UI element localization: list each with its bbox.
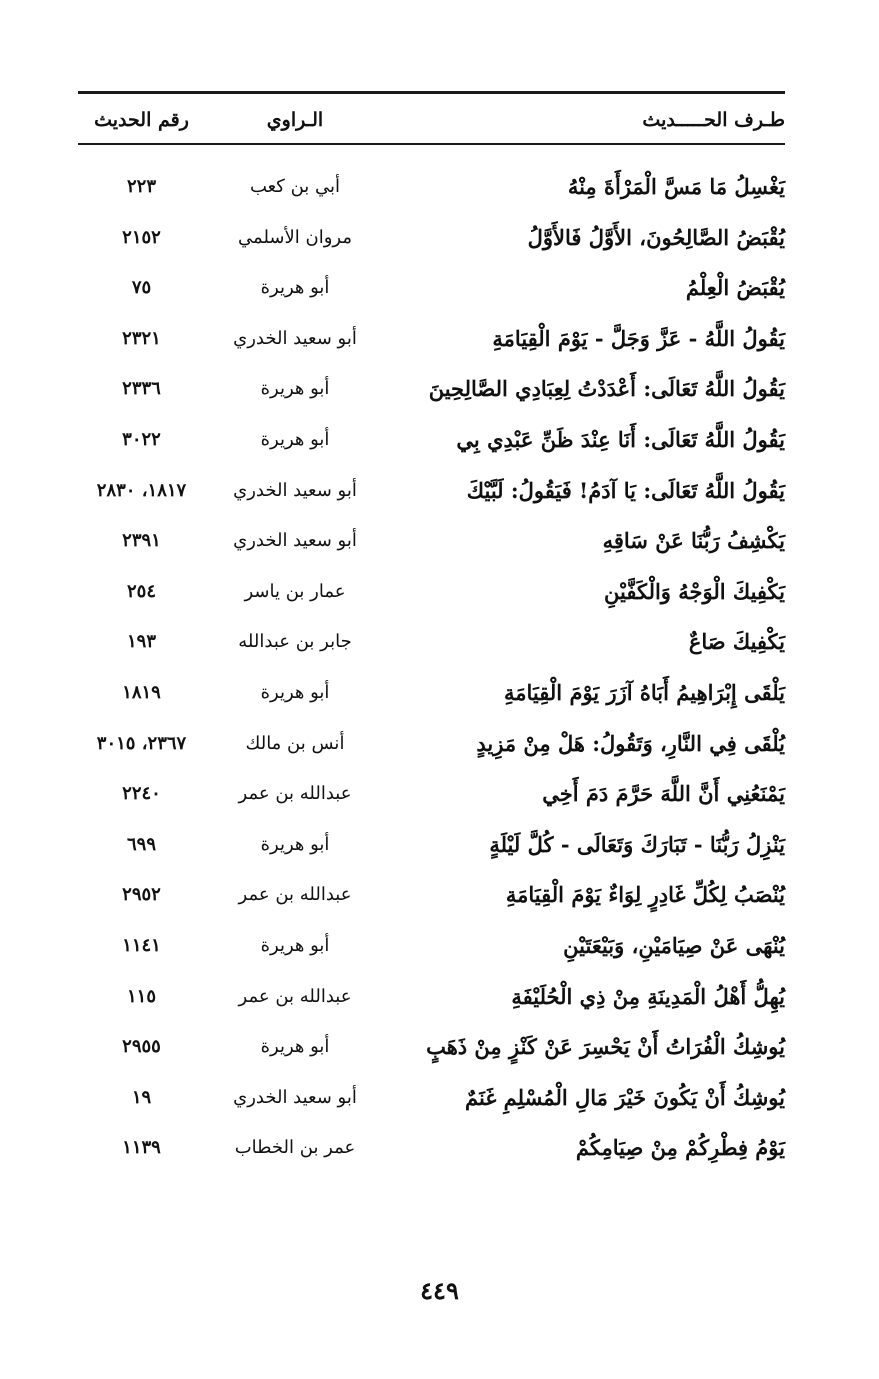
- narrator: عبدالله بن عمر: [238, 783, 352, 805]
- narrator: أبو هريرة: [260, 378, 330, 400]
- hadith-number: ٢٣٣٦: [122, 378, 161, 400]
- hadith-text: يَكْفِيكَ صَاعٌ: [688, 629, 785, 655]
- hadith-number: ١٩: [131, 1086, 152, 1108]
- hadith-number: ١٨١٩: [122, 681, 161, 703]
- table-row: [78, 972, 785, 1023]
- narrator: أبو سعيد الخدري: [233, 1086, 357, 1108]
- hadith-text: يُنْصَبُ لِكُلِّ غَادِرٍ لِوَاءٌ يَوْمَ الْقِيَامَةِ: [505, 882, 785, 908]
- table-row: [78, 466, 785, 517]
- narrator: عبدالله بن عمر: [238, 884, 352, 906]
- narrator: أبو هريرة: [260, 934, 330, 956]
- narrator: أبو سعيد الخدري: [233, 327, 357, 349]
- table-row: [78, 617, 785, 668]
- table-row: [78, 1073, 785, 1124]
- narrator: أبو سعيد الخدري: [233, 479, 357, 501]
- header-hadith-text: طـرف الحـــــديث: [642, 109, 785, 131]
- header-narrator: الـراوي: [266, 109, 324, 131]
- hadith-text: يَلْقَى إِبْرَاهِيمُ أَبَاهُ آزَرَ يَوْمَ الْقِيَامَةِ: [504, 679, 785, 705]
- hadith-text: يَكْشِفُ رَبُّنَا عَنْ سَاقِهِ: [602, 528, 785, 554]
- table-header: [78, 100, 785, 140]
- top-rule: [78, 91, 785, 94]
- hadith-text: يَمْنَعُنِي أَنَّ اللَّهَ حَرَّمَ دَمَ أَخِي: [542, 781, 785, 807]
- hadith-number: ١٩٣: [126, 631, 156, 653]
- hadith-number: ٣٠٢٢: [122, 428, 161, 450]
- narrator: أبي بن كعب: [249, 176, 341, 197]
- hadith-text: يَوْمُ فِطْرِكُمْ مِنْ صِيَامِكُمْ: [575, 1135, 785, 1161]
- hadith-text: يَغْسِلُ مَا مَسَّ الْمَرْأَةَ مِنْهُ: [567, 174, 785, 199]
- table-row: [78, 567, 785, 618]
- hadith-number: ٢٣٩١: [122, 530, 161, 552]
- hadith-number: ١١٤١: [122, 934, 161, 956]
- hadith-text: يَقُولُ اللَّهُ تَعَالَى: أَنَا عِنْدَ ظَنِّ عَبْدِي بِي: [456, 426, 785, 452]
- narrator: أبو هريرة: [260, 277, 330, 299]
- table-row: [78, 1123, 785, 1174]
- narrator: أبو هريرة: [260, 681, 330, 703]
- table-row: [78, 364, 785, 415]
- table-row: [78, 213, 785, 264]
- narrator: أبو سعيد الخدري: [233, 530, 357, 552]
- page-number: ٤٤٩: [420, 1276, 459, 1305]
- hadith-number: ٢٣٢١: [122, 327, 161, 349]
- narrator: عمر بن الخطاب: [234, 1137, 356, 1159]
- table-row: [78, 1022, 785, 1073]
- table-row: [78, 820, 785, 871]
- hadith-number: ١١٥: [126, 985, 156, 1007]
- hadith-number: ٧٥: [131, 277, 152, 299]
- narrator: عمار بن ياسر: [244, 580, 346, 602]
- table-row: [78, 769, 785, 820]
- hadith-number: ٢٩٥٥: [122, 1036, 161, 1058]
- hadith-text: يَقُولُ اللَّهُ تَعَالَى: يَا آدَمُ! فَيَقُولُ: لَبَّيْكَ: [466, 477, 785, 503]
- table-row: [78, 719, 785, 770]
- hadith-number: ٢٩٥٢: [122, 884, 161, 906]
- narrator: أبو هريرة: [260, 428, 330, 450]
- hadith-text: يَكْفِيكَ الْوَجْهُ وَالْكَفَّيْنِ: [604, 578, 785, 604]
- hadith-number: ٢٥٤: [126, 580, 156, 602]
- header-rule: [78, 143, 785, 145]
- hadith-text: يُوشِكُ أَنْ يَكُونَ خَيْرَ مَالِ الْمُسْلِمِ غَنَمٌ: [465, 1084, 785, 1110]
- hadith-number: ١١٣٩: [122, 1137, 161, 1159]
- table-row: [78, 516, 785, 567]
- table-row: [78, 668, 785, 719]
- hadith-text: يَقُولُ اللَّهُ تَعَالَى: أَعْدَدْتُ لِعِبَادِي الصَّالِحِينَ: [428, 376, 785, 402]
- narrator: أبو هريرة: [260, 1036, 330, 1058]
- narrator: جابر بن عبدالله: [238, 631, 352, 653]
- hadith-text: يُقْبَضُ الصَّالِحُونَ، الأَوَّلُ فَالأَوَّلُ: [527, 224, 785, 250]
- table-row: [78, 162, 785, 213]
- hadith-number: ١٨١٧، ٢٨٣٠: [96, 479, 187, 501]
- table-row: [78, 263, 785, 314]
- hadith-number: ٦٩٩: [126, 833, 156, 855]
- hadith-number: ٢٢٣: [126, 176, 156, 197]
- table-row: [78, 921, 785, 972]
- hadith-text: يَنْزِلُ رَبُّنَا - تَبَارَكَ وَتَعَالَى - كُلَّ لَيْلَةٍ: [489, 831, 785, 857]
- hadith-text: يُوشِكُ الْفُرَاتُ أَنْ يَحْسِرَ عَنْ كَنْزٍ مِنْ ذَهَبٍ: [426, 1034, 785, 1060]
- hadith-text: يُقْبَضُ الْعِلْمُ: [685, 275, 785, 301]
- hadith-index-table: [78, 162, 785, 1174]
- hadith-number: ٢٣٦٧، ٣٠١٥: [96, 732, 187, 754]
- table-row: [78, 314, 785, 365]
- narrator: أنس بن مالك: [245, 732, 345, 754]
- narrator: عبدالله بن عمر: [238, 985, 352, 1007]
- table-row: [78, 415, 785, 466]
- header-hadith-number: رقم الحديث: [94, 109, 189, 131]
- table-row: [78, 870, 785, 921]
- hadith-text: يُلْقَى فِي النَّارِ، وَتَقُولُ: هَلْ مِنْ مَزِيدٍ: [476, 730, 785, 756]
- hadith-text: يُهِلُّ أَهْلُ الْمَدِينَةِ مِنْ ذِي الْحُلَيْفَةِ: [511, 983, 785, 1009]
- hadith-text: يَقُولُ اللَّهُ - عَزَّ وَجَلَّ - يَوْمَ الْقِيَامَةِ: [492, 325, 785, 351]
- hadith-number: ٢٢٤٠: [122, 783, 161, 805]
- narrator: أبو هريرة: [260, 833, 330, 855]
- hadith-number: ٢١٥٢: [122, 226, 161, 248]
- hadith-text: يُنْهَى عَنْ صِيَامَيْنِ، وَبَيْعَتَيْنِ: [563, 932, 785, 958]
- narrator: مروان الأسلمي: [238, 226, 352, 248]
